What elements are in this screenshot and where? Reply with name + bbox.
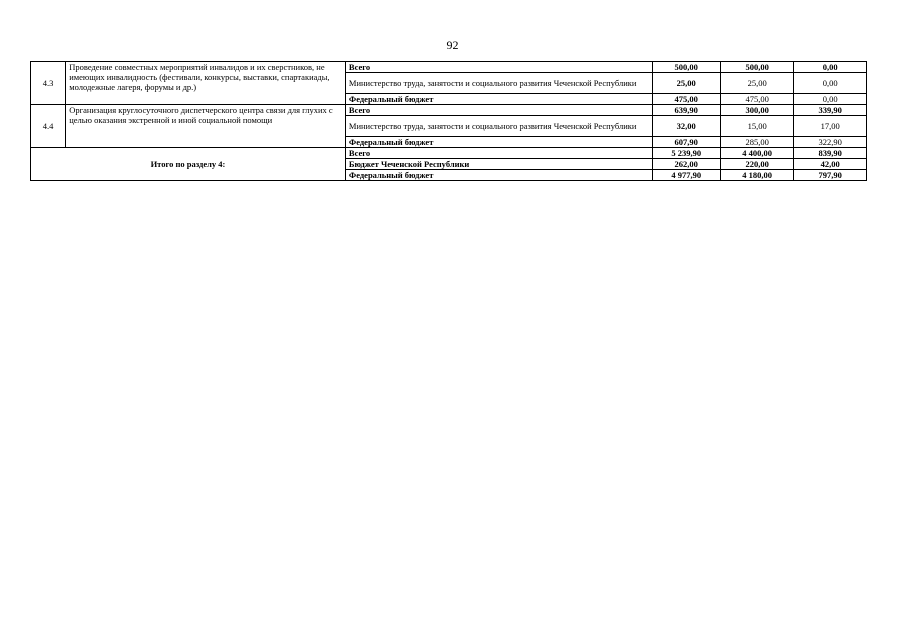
- amount-total: 475,00: [652, 94, 720, 105]
- amount-year-1: 500,00: [720, 62, 794, 73]
- table-row: [31, 148, 867, 159]
- amount-year-2: 322,90: [794, 137, 867, 148]
- amount-year-2: 339,90: [794, 105, 867, 116]
- funding-source: Федеральный бюджет: [345, 94, 652, 105]
- item-name: Организация круглосуточного диспетчерского центра связи для глухих с целью оказания экстренной и иной социальной помощи: [66, 105, 346, 148]
- amount-year-2: 797,90: [794, 170, 867, 181]
- amount-year-2: 0,00: [794, 62, 867, 73]
- amount-year-2: 0,00: [794, 73, 867, 94]
- table-row: [31, 105, 867, 116]
- amount-total: 32,00: [652, 116, 720, 137]
- funding-source: Бюджет Чеченской Республики: [345, 159, 652, 170]
- amount-year-2: 839,90: [794, 148, 867, 159]
- amount-year-1: 300,00: [720, 105, 794, 116]
- funding-source: Всего: [345, 105, 652, 116]
- budget-table: [30, 61, 867, 181]
- section-total-label: Итого по разделу 4:: [31, 148, 346, 181]
- item-name: Проведение совместных мероприятий инвалидов и их сверстников, не имеющих инвалидность (фестивали, конкурсы, выставки, спартакиады, молодежные лагеря, форумы и др.): [66, 62, 346, 105]
- amount-total: 262,00: [652, 159, 720, 170]
- amount-total: 500,00: [652, 62, 720, 73]
- amount-year-1: 285,00: [720, 137, 794, 148]
- table-row: [31, 62, 867, 73]
- item-number: 4.3: [31, 62, 66, 105]
- amount-year-1: 475,00: [720, 94, 794, 105]
- funding-source: Министерство труда, занятости и социального развития Чеченской Республики: [345, 73, 652, 94]
- amount-total: 25,00: [652, 73, 720, 94]
- amount-total: 639,90: [652, 105, 720, 116]
- funding-source: Всего: [345, 148, 652, 159]
- amount-total: 607,90: [652, 137, 720, 148]
- amount-year-2: 17,00: [794, 116, 867, 137]
- amount-year-1: 25,00: [720, 73, 794, 94]
- amount-year-1: 4 180,00: [720, 170, 794, 181]
- funding-source: Федеральный бюджет: [345, 170, 652, 181]
- amount-year-1: 220,00: [720, 159, 794, 170]
- amount-total: 5 239,90: [652, 148, 720, 159]
- page-number: 92: [446, 38, 459, 52]
- funding-source: Министерство труда, занятости и социального развития Чеченской Республики: [345, 116, 652, 137]
- amount-year-1: 15,00: [720, 116, 794, 137]
- funding-source: Федеральный бюджет: [345, 137, 652, 148]
- amount-year-2: 0,00: [794, 94, 867, 105]
- item-number: 4.4: [31, 105, 66, 148]
- amount-total: 4 977,90: [652, 170, 720, 181]
- amount-year-2: 42,00: [794, 159, 867, 170]
- amount-year-1: 4 400,00: [720, 148, 794, 159]
- funding-source: Всего: [345, 62, 652, 73]
